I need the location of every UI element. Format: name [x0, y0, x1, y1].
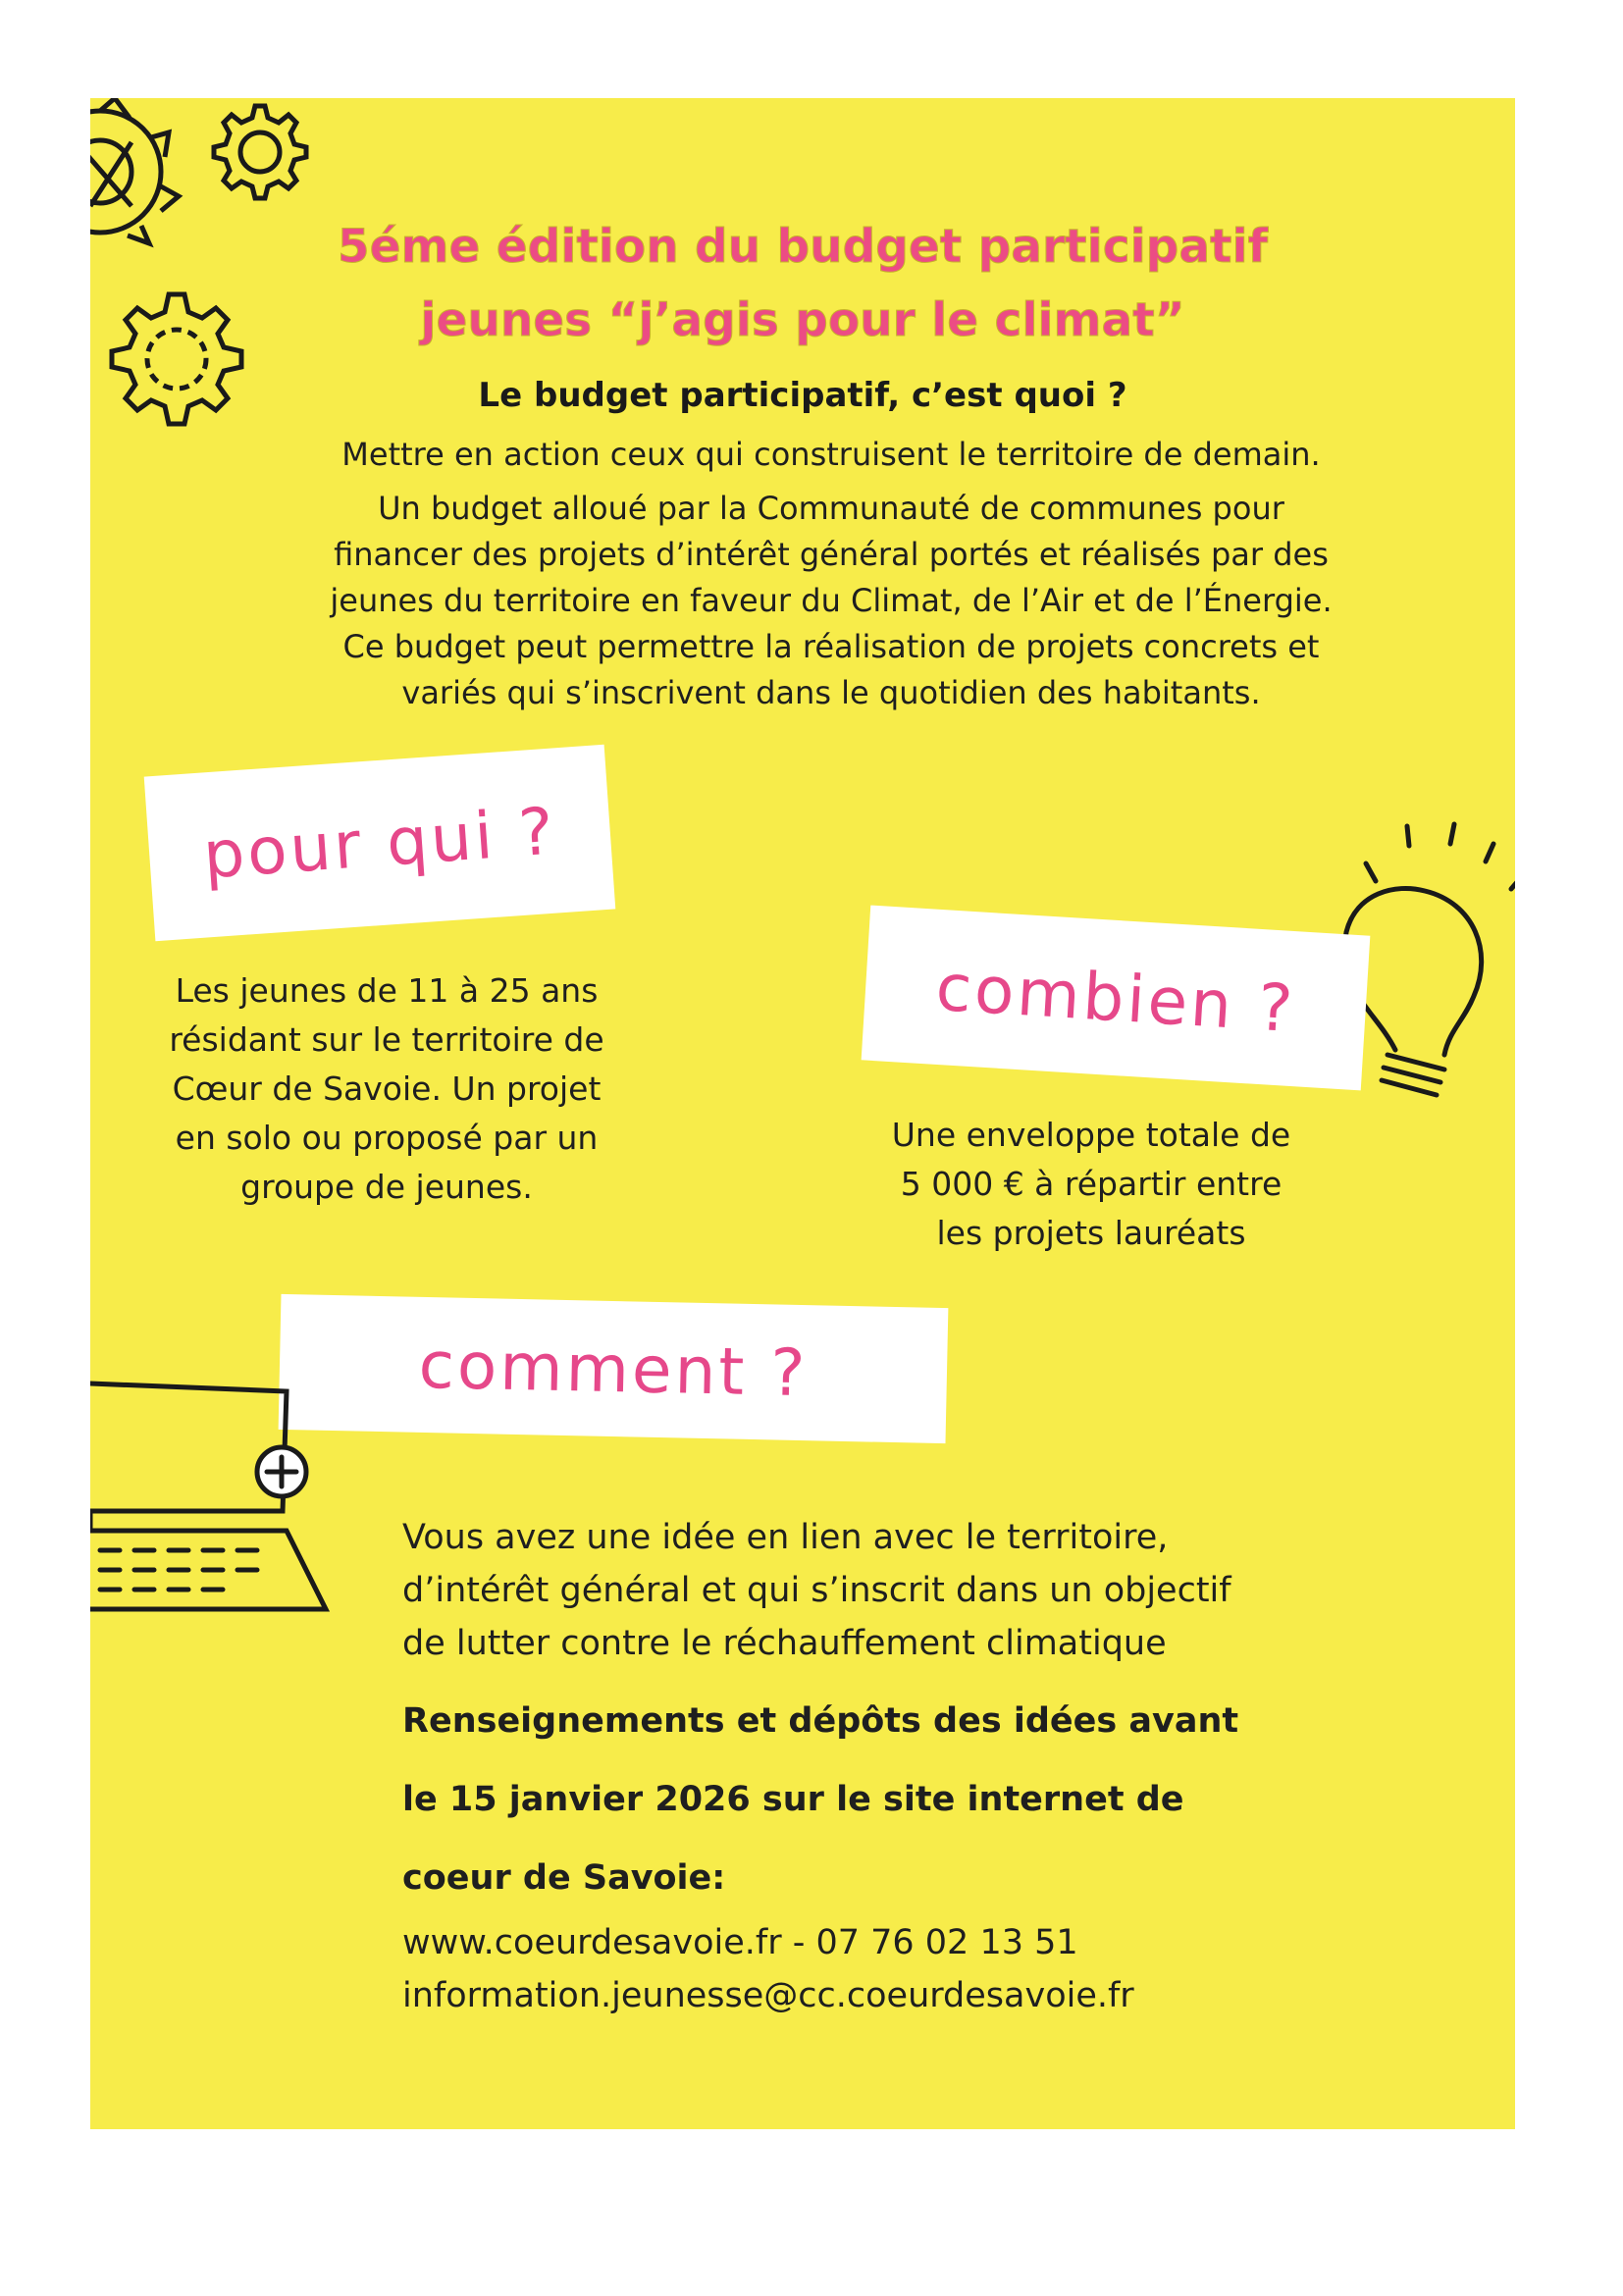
title-line-2: jeunes “j’agis pour le climat” — [420, 293, 1185, 347]
pour-qui-line: en solo ou proposé par un — [175, 1119, 599, 1157]
poster — [90, 98, 1515, 2129]
intro-line: Un budget alloué par la Communauté de communes pour — [378, 490, 1284, 527]
pour-qui-text — [151, 966, 622, 1212]
contact-email[interactable]: information.jeunesse@cc.coeurdesavoie.fr — [402, 1976, 1134, 2015]
combien-heading: combien ? — [933, 949, 1298, 1047]
gear-icon — [196, 98, 314, 206]
intro-line: financer des projets d’intérêt général portés et réalisés par des — [334, 536, 1329, 573]
combien-line: Une enveloppe totale de — [891, 1116, 1291, 1154]
deadline-line: coeur de Savoie: — [402, 1858, 726, 1898]
deadline-line: le 15 janvier 2026 sur le site internet de — [402, 1780, 1184, 1819]
pour-qui-line: Cœur de Savoie. Un projet — [172, 1070, 602, 1108]
deadline-line: Renseignements et dépôts des idées avant — [402, 1701, 1239, 1741]
intro-text — [169, 432, 1493, 716]
pour-qui-heading: pour qui ? — [200, 793, 559, 893]
laptop-icon — [90, 1374, 336, 1629]
combien-text — [846, 1111, 1336, 1258]
intro-line: Mettre en action ceux qui construisent le territoire de demain. — [341, 436, 1321, 473]
pour-qui-line: résidant sur le territoire de — [169, 1020, 604, 1059]
intro-line: variés qui s’inscrivent dans le quotidien des habitants. — [401, 674, 1261, 711]
combien-card — [862, 906, 1371, 1091]
combien-line: 5 000 € à répartir entre — [900, 1165, 1283, 1203]
intro-line: jeunes du territoire en faveur du Climat, de l’Air et de l’Énergie. — [330, 582, 1333, 619]
pour-qui-line: Les jeunes de 11 à 25 ans — [175, 971, 599, 1010]
combien-line: les projets lauréats — [936, 1214, 1246, 1252]
comment-heading: comment ? — [417, 1327, 810, 1411]
title-line-1: 5éme édition du budget participatif — [337, 220, 1269, 274]
comment-line: Vous avez une idée en lien avec le territoire, — [402, 1518, 1169, 1557]
intro-line: Ce budget peut permettre la réalisation de projets concrets et — [342, 628, 1320, 665]
comment-text — [402, 1511, 1482, 1670]
pour-qui-card — [144, 745, 616, 941]
deadline-text — [402, 1682, 1482, 1917]
comment-line: d’intérêt général et qui s’inscrit dans un objectif — [402, 1571, 1231, 1610]
comment-line: de lutter contre le réchauffement climatique — [402, 1624, 1167, 1663]
contact-website-phone[interactable]: www.coeurdesavoie.fr - 07 76 02 13 51 — [402, 1923, 1078, 1962]
comment-card — [279, 1294, 949, 1443]
pour-qui-line: groupe de jeunes. — [240, 1168, 533, 1206]
subtitle: Le budget participatif, c’est quoi ? — [478, 376, 1127, 415]
contact-info — [402, 1916, 1482, 2022]
